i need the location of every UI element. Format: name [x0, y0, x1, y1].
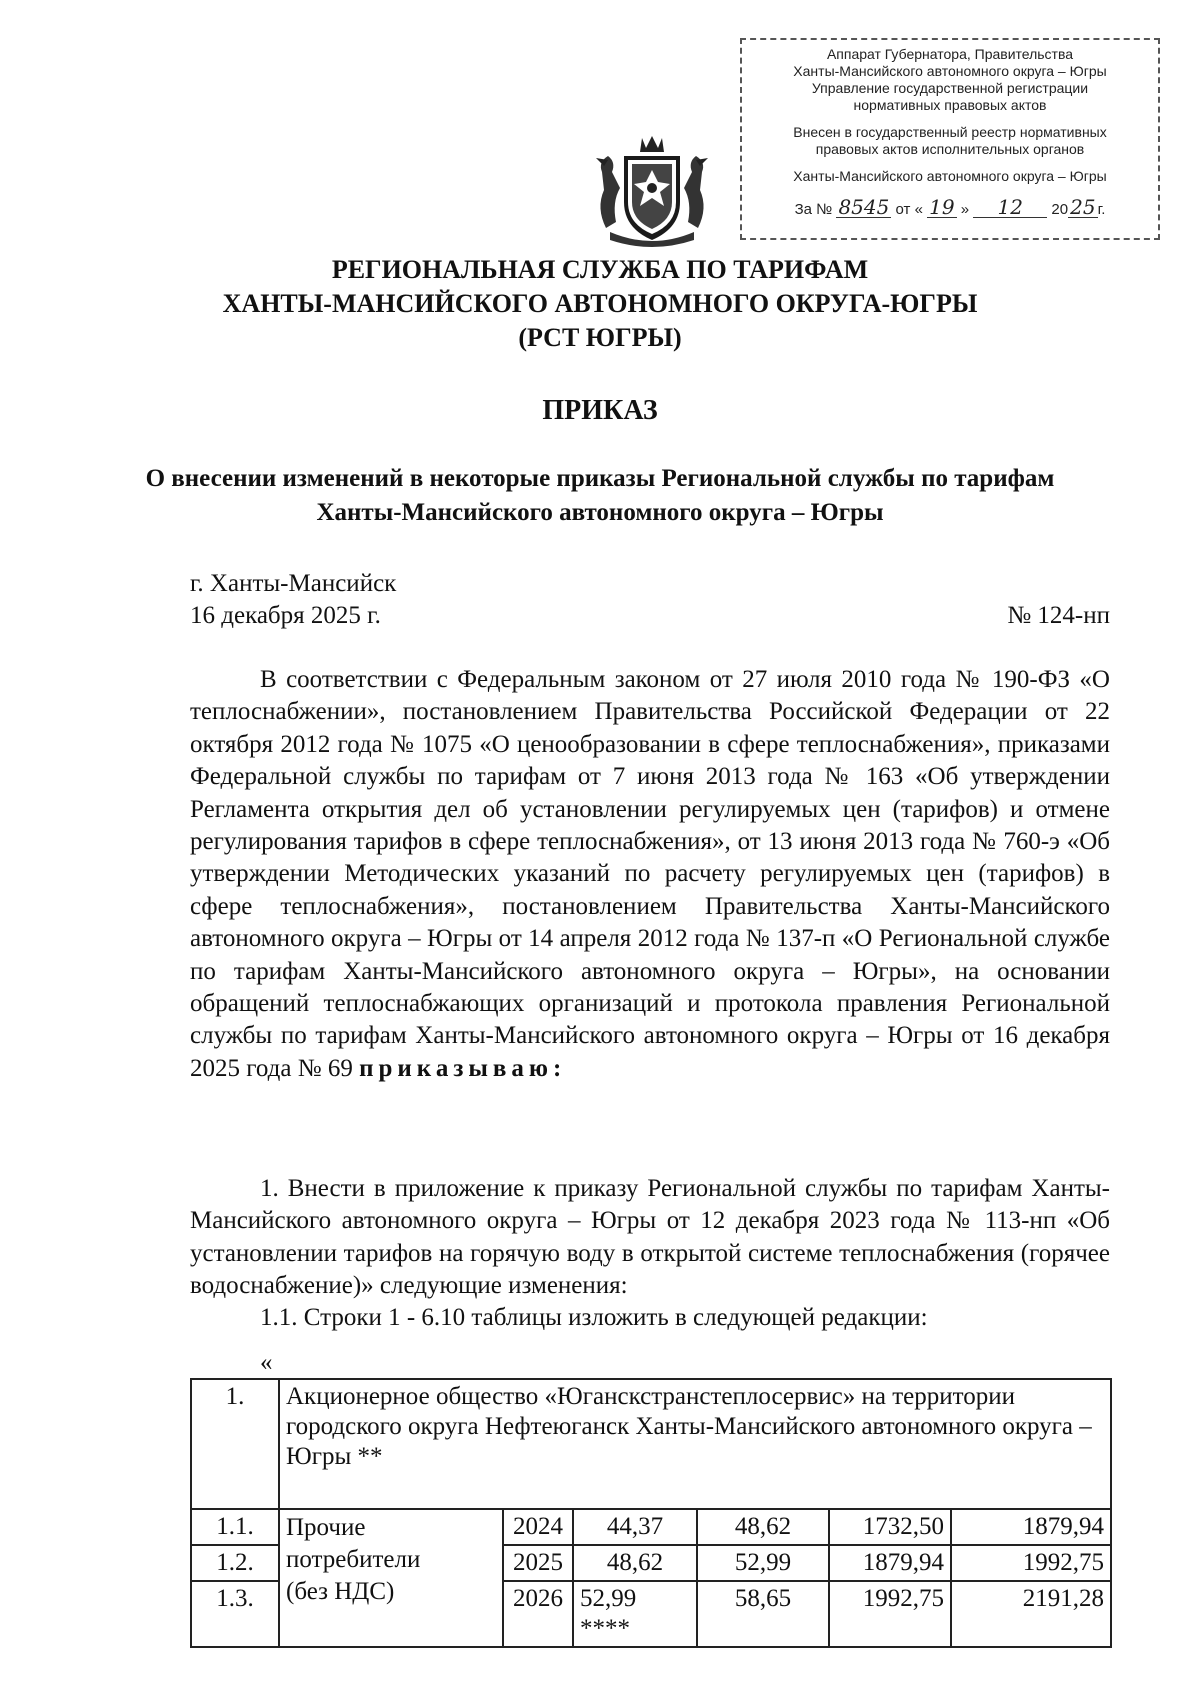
table-cell: 2025 — [503, 1545, 573, 1581]
stamp-line: Внесен в государственный реестр нормативных — [793, 124, 1107, 140]
stamp-line: Ханты-Мансийского автономного округа – Югры — [793, 168, 1107, 184]
stamp-reg-number: 8545 — [838, 195, 890, 219]
table-cell: 1879,94 — [829, 1545, 951, 1581]
table-cell: 1.3. — [191, 1581, 279, 1647]
stamp-reg-day: 19 — [929, 195, 955, 219]
table-cell: 58,65 — [697, 1581, 829, 1647]
order-item-1: 1. Внести в приложение к приказу Региональной службы по тарифам Ханты-Мансийского автономного округа – Югры от 12 декабря 2023 года № 113-нп «Об установлении тарифов на горячую воду в открытой системе теплоснабжения (горячее водоснабжение)» следующие изменения: — [190, 1175, 1110, 1300]
table-cell: 2024 — [503, 1509, 573, 1545]
stamp-reg-month: 12 — [973, 197, 1047, 218]
document-date: 16 декабря 2025 г. — [190, 602, 381, 629]
table-cell: 44,37 — [573, 1509, 697, 1545]
table-cell: 48,62 — [573, 1545, 697, 1581]
stamp-line: Управление государственной регистрации — [811, 80, 1089, 96]
tariff-table — [190, 1378, 1112, 1648]
table-cell: 1732,50 — [829, 1509, 951, 1545]
table-cell: 2026 — [503, 1581, 573, 1647]
table-cell: 1992,75 — [951, 1545, 1111, 1581]
table-cell-org-name: Акционерное общество «Юганскстранстеплосервис» на территории городского округа Нефтеюганск Ханты-Мансийского автономного округа – Югры ** — [279, 1379, 1111, 1509]
coat-of-arms-icon — [594, 132, 710, 250]
table-cell: 1. — [191, 1379, 279, 1509]
stamp-line: правовых актов исполнительных органов — [815, 141, 1085, 157]
stamp-line: нормативных правовых актов — [853, 97, 1047, 113]
agency-name-line2: ХАНТЫ-МАНСИЙСКОГО АВТОНОМНОГО ОКРУГА-ЮГРЫ — [222, 289, 978, 318]
document-number: № 124-нп — [1007, 602, 1110, 629]
stamp-reg-year: 25 — [1070, 195, 1096, 219]
table-cell: 2191,28 — [951, 1581, 1111, 1647]
table-cell: 1.2. — [191, 1545, 279, 1581]
document-subject: О внесении изменений в некоторые приказы Региональной службы по тарифам Ханты-Мансийского автономного округа – Югры — [145, 465, 1055, 526]
registration-stamp — [740, 38, 1160, 240]
agency-name-line1: РЕГИОНАЛЬНАЯ СЛУЖБА ПО ТАРИФАМ — [331, 255, 869, 284]
table-cell: 1879,94 — [951, 1509, 1111, 1545]
stamp-line: Аппарат Губернатора, Правительства — [826, 46, 1074, 62]
table-cell: 1992,75 — [829, 1581, 951, 1647]
table-row — [191, 1379, 1111, 1509]
stamp-registration-line: За № 8545 от « 19 » 12 20 25 г. — [794, 195, 1106, 219]
order-item-1-1: 1.1. Строки 1 - 6.10 таблицы изложить в следующей редакции: — [260, 1304, 928, 1331]
table-cell: 48,62 — [697, 1509, 829, 1545]
table-row — [191, 1509, 1111, 1545]
document-type: ПРИКАЗ — [542, 395, 658, 426]
document-place: г. Ханты-Мансийск — [190, 570, 397, 597]
stamp-line: Ханты-Мансийского автономного округа – Югры — [793, 63, 1107, 79]
table-cell: 52,99 — [697, 1545, 829, 1581]
agency-abbreviation: (РСТ ЮГРЫ) — [518, 323, 682, 352]
table-cell: 52,99 **** — [573, 1581, 697, 1647]
preamble-paragraph: В соответствии с Федеральным законом от 27 июля 2010 года № 190-ФЗ «О теплоснабжении», постановлением Правительства Российской Федерации от 22 октября 2012 года № 1075 «О ценообразовании в сфере теплоснабжения», приказами Федеральной службы по тарифам от 7 июня 2013 года № 163 «Об утверждении Регламента открытия дел об установлении регулируемых цен (тарифов) и отмене регулирования тарифов в сфере теплоснабжения», от 13 июня 2013 года № 760-э «Об утверждении Методических указаний по расчету регулируемых цен (тарифов) в сфере теплоснабжения», постановлением Правительства Ханты-Мансийского автономного округа – Югры от 14 апреля 2012 года № 137-п «О Региональной службе по тарифам Ханты-Мансийского автономного округа – Югры», на основании обращений теплоснабжающих организаций и протокола правления Региональной службы по тарифам Ханты-Мансийского автономного округа – Югры от 16 декабря 2025 года № 69 приказываю: — [190, 666, 1110, 1082]
quote-open: « — [260, 1349, 273, 1376]
table-cell: 1.1. — [191, 1509, 279, 1545]
order-word: приказываю: — [359, 1054, 567, 1082]
table-cell-category: Прочие потребители (без НДС) — [279, 1509, 503, 1647]
